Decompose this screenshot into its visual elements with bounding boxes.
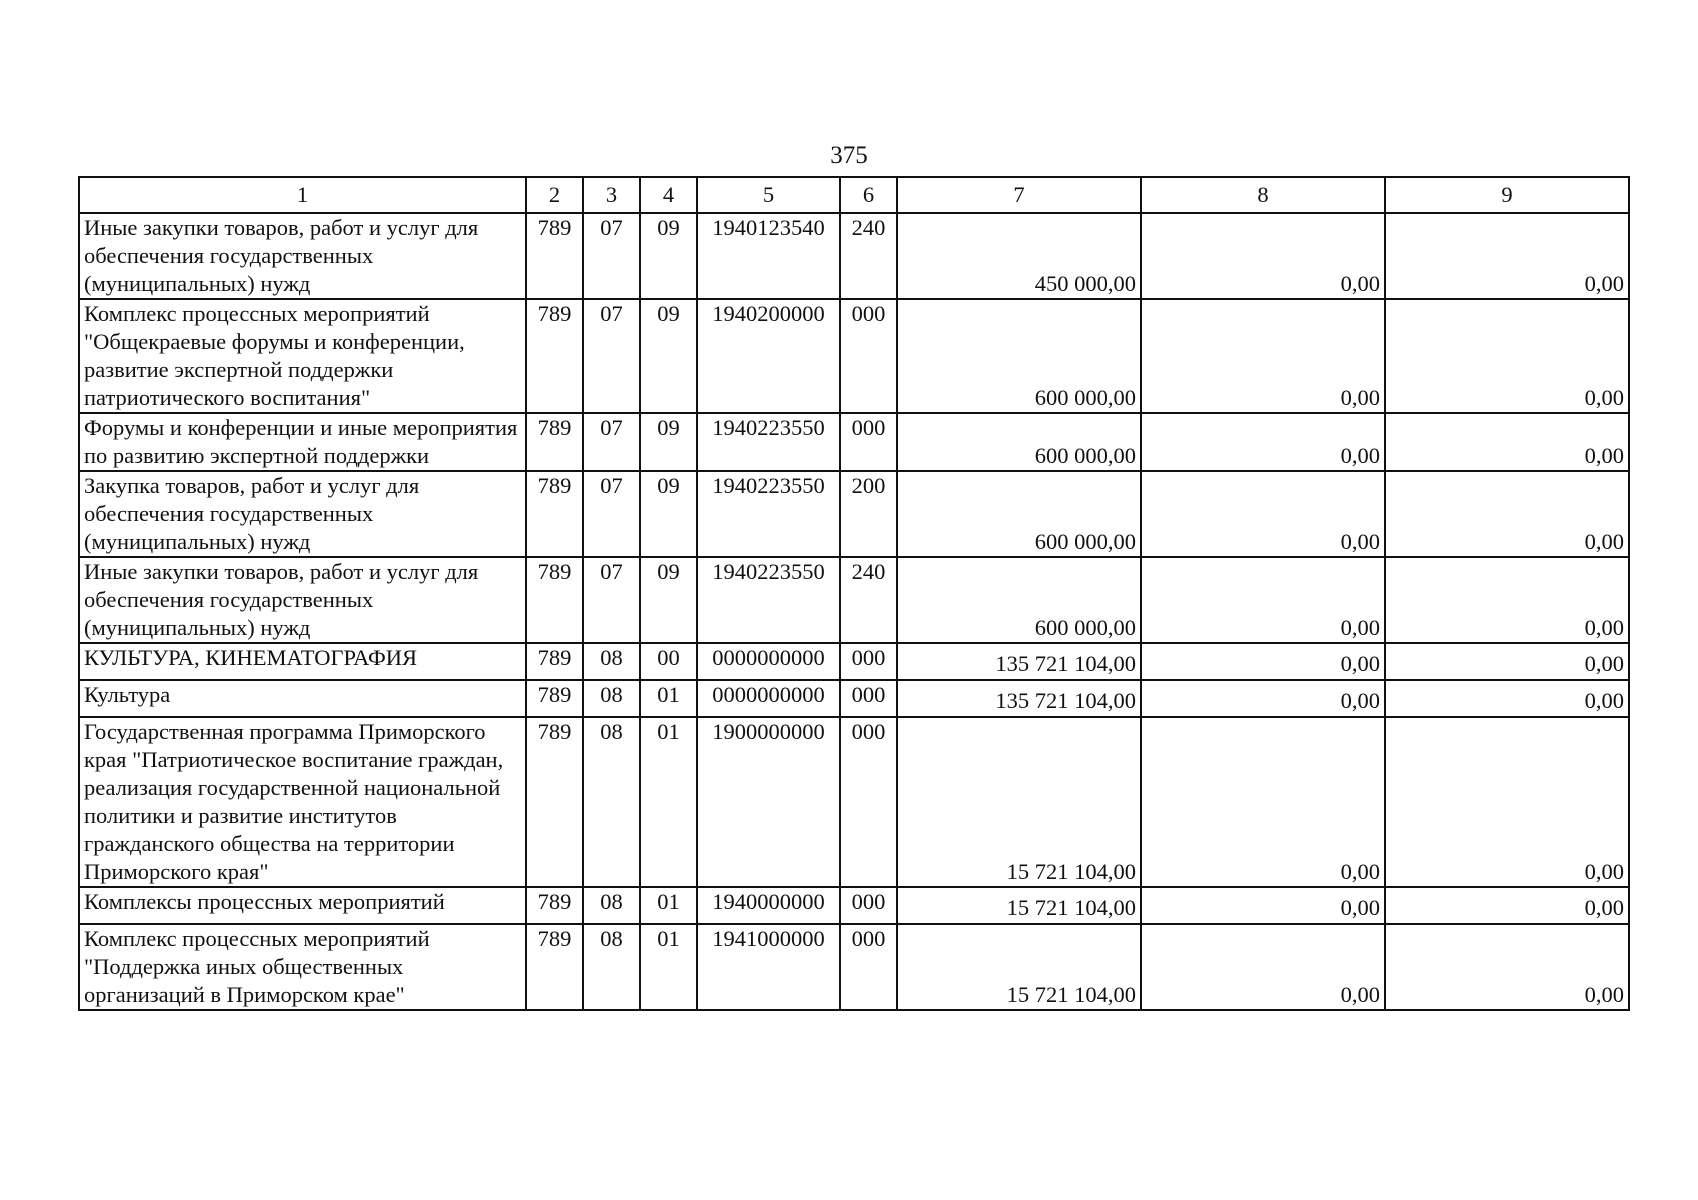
cell-col4: 09 — [640, 471, 697, 557]
column-header: 6 — [840, 177, 897, 213]
cell-col9: 0,00 — [1385, 643, 1629, 680]
column-header: 1 — [79, 177, 526, 213]
cell-col2: 789 — [526, 680, 583, 717]
cell-col9: 0,00 — [1385, 680, 1629, 717]
row-name: Государственная программа Приморского края "Патриотическое воспитание граждан, реализация государственной национальной политики и развитие институтов гражданского общества на территории Приморского края" — [79, 717, 526, 887]
row-name: Комплексы процессных мероприятий — [79, 887, 526, 924]
table-row — [79, 643, 1629, 680]
cell-col6: 000 — [840, 299, 897, 413]
cell-col5: 1940223550 — [697, 557, 840, 643]
table-row — [79, 680, 1629, 717]
cell-col8: 0,00 — [1141, 680, 1385, 717]
cell-col6: 000 — [840, 924, 897, 1010]
cell-col6: 000 — [840, 717, 897, 887]
cell-col2: 789 — [526, 643, 583, 680]
cell-col2: 789 — [526, 887, 583, 924]
cell-col4: 09 — [640, 299, 697, 413]
cell-col3: 08 — [583, 680, 640, 717]
column-header: 7 — [897, 177, 1141, 213]
cell-col8: 0,00 — [1141, 557, 1385, 643]
cell-col7: 600 000,00 — [897, 471, 1141, 557]
cell-col7: 600 000,00 — [897, 413, 1141, 471]
table-row — [79, 213, 1629, 299]
row-name: КУЛЬТУРА, КИНЕМАТОГРАФИЯ — [79, 643, 526, 680]
table-row — [79, 299, 1629, 413]
row-name: Закупка товаров, работ и услуг для обеспечения государственных (муниципальных) нужд — [79, 471, 526, 557]
cell-col6: 000 — [840, 413, 897, 471]
cell-col7: 600 000,00 — [897, 299, 1141, 413]
cell-col2: 789 — [526, 213, 583, 299]
cell-col9: 0,00 — [1385, 413, 1629, 471]
row-name: Иные закупки товаров, работ и услуг для обеспечения государственных (муниципальных) нужд — [79, 557, 526, 643]
cell-col3: 07 — [583, 471, 640, 557]
cell-col3: 08 — [583, 643, 640, 680]
cell-col5: 1940200000 — [697, 299, 840, 413]
cell-col3: 08 — [583, 887, 640, 924]
cell-col3: 08 — [583, 717, 640, 887]
cell-col3: 08 — [583, 924, 640, 1010]
cell-col9: 0,00 — [1385, 299, 1629, 413]
cell-col7: 15 721 104,00 — [897, 717, 1141, 887]
cell-col5: 1940223550 — [697, 413, 840, 471]
cell-col3: 07 — [583, 413, 640, 471]
cell-col4: 01 — [640, 887, 697, 924]
table-row — [79, 924, 1629, 1010]
cell-col9: 0,00 — [1385, 471, 1629, 557]
cell-col7: 450 000,00 — [897, 213, 1141, 299]
column-header: 5 — [697, 177, 840, 213]
cell-col4: 09 — [640, 413, 697, 471]
cell-col4: 09 — [640, 213, 697, 299]
cell-col8: 0,00 — [1141, 924, 1385, 1010]
column-header: 4 — [640, 177, 697, 213]
table-row — [79, 413, 1629, 471]
cell-col6: 000 — [840, 887, 897, 924]
cell-col7: 15 721 104,00 — [897, 887, 1141, 924]
cell-col8: 0,00 — [1141, 717, 1385, 887]
cell-col7: 600 000,00 — [897, 557, 1141, 643]
cell-col9: 0,00 — [1385, 924, 1629, 1010]
cell-col2: 789 — [526, 557, 583, 643]
table-row — [79, 887, 1629, 924]
cell-col5: 1900000000 — [697, 717, 840, 887]
cell-col7: 135 721 104,00 — [897, 680, 1141, 717]
cell-col5: 1940000000 — [697, 887, 840, 924]
cell-col4: 01 — [640, 924, 697, 1010]
table-header-row — [79, 177, 1629, 213]
cell-col6: 000 — [840, 680, 897, 717]
cell-col5: 0000000000 — [697, 680, 840, 717]
row-name: Культура — [79, 680, 526, 717]
cell-col4: 09 — [640, 557, 697, 643]
cell-col6: 240 — [840, 557, 897, 643]
cell-col2: 789 — [526, 471, 583, 557]
cell-col2: 789 — [526, 413, 583, 471]
cell-col2: 789 — [526, 924, 583, 1010]
cell-col2: 789 — [526, 717, 583, 887]
cell-col9: 0,00 — [1385, 557, 1629, 643]
cell-col6: 000 — [840, 643, 897, 680]
row-name: Иные закупки товаров, работ и услуг для обеспечения государственных (муниципальных) нужд — [79, 213, 526, 299]
cell-col7: 15 721 104,00 — [897, 924, 1141, 1010]
cell-col5: 0000000000 — [697, 643, 840, 680]
cell-col8: 0,00 — [1141, 299, 1385, 413]
cell-col4: 01 — [640, 717, 697, 887]
cell-col5: 1940223550 — [697, 471, 840, 557]
cell-col7: 135 721 104,00 — [897, 643, 1141, 680]
cell-col5: 1940123540 — [697, 213, 840, 299]
cell-col4: 00 — [640, 643, 697, 680]
column-header: 9 — [1385, 177, 1629, 213]
column-header: 2 — [526, 177, 583, 213]
cell-col8: 0,00 — [1141, 213, 1385, 299]
cell-col8: 0,00 — [1141, 413, 1385, 471]
cell-col9: 0,00 — [1385, 717, 1629, 887]
cell-col8: 0,00 — [1141, 643, 1385, 680]
table-row — [79, 717, 1629, 887]
cell-col4: 01 — [640, 680, 697, 717]
cell-col6: 200 — [840, 471, 897, 557]
row-name: Комплекс процессных мероприятий "Общекраевые форумы и конференции, развитие экспертной поддержки патриотического воспитания" — [79, 299, 526, 413]
page-number: 375 — [830, 142, 868, 169]
row-name: Комплекс процессных мероприятий "Поддержка иных общественных организаций в Приморском крае" — [79, 924, 526, 1010]
budget-table — [78, 176, 1630, 1011]
cell-col5: 1941000000 — [697, 924, 840, 1010]
cell-col6: 240 — [840, 213, 897, 299]
row-name: Форумы и конференции и иные мероприятия по развитию экспертной поддержки — [79, 413, 526, 471]
cell-col8: 0,00 — [1141, 887, 1385, 924]
cell-col9: 0,00 — [1385, 887, 1629, 924]
table-row — [79, 557, 1629, 643]
cell-col2: 789 — [526, 299, 583, 413]
cell-col9: 0,00 — [1385, 213, 1629, 299]
column-header: 8 — [1141, 177, 1385, 213]
table-row — [79, 471, 1629, 557]
cell-col3: 07 — [583, 299, 640, 413]
cell-col3: 07 — [583, 213, 640, 299]
cell-col8: 0,00 — [1141, 471, 1385, 557]
cell-col3: 07 — [583, 557, 640, 643]
column-header: 3 — [583, 177, 640, 213]
